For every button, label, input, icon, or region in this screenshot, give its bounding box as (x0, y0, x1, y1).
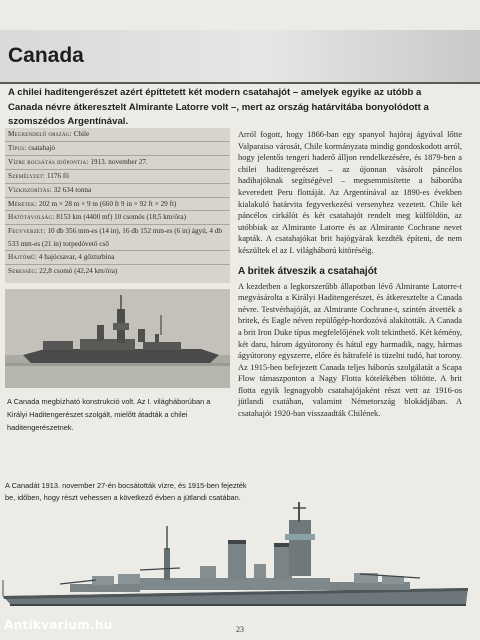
article-paragraph: Arról fogott, hogy 1866-ban egy spanyol hajóraj ágyúval lőtte Valparaiso városát, Chile kormányzata mindig gondoskodott arról, hogy jelentős tengeri haderő álljon rendelkezésére, és 1879-ben a chilei haditengerészet – az újonnan vásárolt páncélos hadihajóknak segítségével – megsemmisítette a háborúba keveredett Peru flottáját. Az Argentínával az 1890-es években kialakuló határvita fegyverkezési versenyhez vezetett. Chile két páncélos cirkálót és két csatahajót rendelt meg külföldön, az utóbbiak az Almirante Latorre és az Almirante Cochrane nevet kapták. A csatahajókat brit hajógyárak kezdték építeni, de nem készültek el az I. világháború kitöréséig. (238, 130, 462, 255)
spec-row-country: Megrendelő ország: Chile (5, 128, 230, 142)
spec-row-range: Hatótávolság: 8153 km (4400 mf) 10 csomós (18,5 km/óra) (5, 211, 230, 225)
intro-paragraph: A chilei haditengerészet azért építtetett két modern csatahajót – amelyek egyike az utóbb a Canada névre átkeresztelt Almirante Latorre volt –, mert az ország határvitába bonyolódott a szomszédos Argentínával. (8, 87, 429, 127)
photo-caption: A Canada megbízható konstrukció volt. Az I. világháborúban a Királyi Haditengerészet szolgált, mielőtt átadták a chilei haditengerészetnek. (7, 397, 211, 432)
battleship-photo (5, 289, 230, 388)
article-paragraph: A kezdetben a legkorszerűbb állapotban lévő Almirante Latorre-t megvásárolta a Királyi Haditengerészet, és átkeresztelte a Canada névre. Testvérhajóját, az Almirante Cochrane-t, szintén átvették a britek, és Eagle néven repülőgép-hordozóvá alakították. A Canada a brit Iron Duke típus megfelelőjének volt tekinthető. Két kémény, két daru, három ágyútorony és hátul egy harmadik, nagy, hármas ágyútorony egyszerre, előre és hátrafelé is tüzelni tudó, hat torony. Az 1915-ben befejezett Canada teljes háborús szolgálatát a Scapa Flow támaszponton a Nagy Flotta kötelékében töltötte. A brit flotta egyik legnagyobb csatahajójaként részt vett az 1916-os jütlandi csatában, valamint Németország blokádjában. A csatahajót 1920-ban visszaadták Chilének. (238, 281, 462, 419)
spec-row-displacement: Vízkiszorítás: 32 634 tonna (5, 184, 230, 198)
spec-row-armament: Fegyverzet: 10 db 356 mm-es (14 in), 16 db 152 mm-es (6 in) ágyú, 4 db 533 mm-es (21 in) torpedóvető cső (5, 225, 230, 251)
spec-row-speed: Sebesség: 22,8 csomó (42,24 km/óra) (8, 267, 118, 276)
battleship-profile-drawing (0, 500, 480, 620)
spec-row-dimensions: Méretek: 202 m × 28 m × 9 m (660 ft 9 in × 92 ft × 29 ft) (5, 198, 230, 212)
header-rule (0, 82, 480, 84)
spec-row-launch: Vízre bocsátás időpontja: 1913. november 27. (5, 156, 230, 170)
spec-row-type: Típus: csatahajó (5, 142, 230, 156)
battleship-photo-image (5, 289, 230, 388)
spec-row-crew: Személyzet: 1176 fő (5, 170, 230, 184)
watermark-logo: Antikvarium.hu (4, 618, 113, 632)
page-number: 23 (236, 625, 244, 634)
spec-table (5, 128, 230, 283)
spec-row-powerplant: Hajtómű: 4 hajócsavar, 4 gőzturbina (5, 251, 230, 265)
drawing-caption: A Canadát 1913. november 27-én bocsátották vízre, és 1915-ben fejezték be, időben, hogy részt vehessen a következő évben a jütlandi csatában. (5, 481, 247, 502)
article-column (238, 129, 462, 420)
page-title: Canada (8, 44, 84, 67)
section-heading: A britek átveszik a csatahajót (238, 265, 378, 277)
